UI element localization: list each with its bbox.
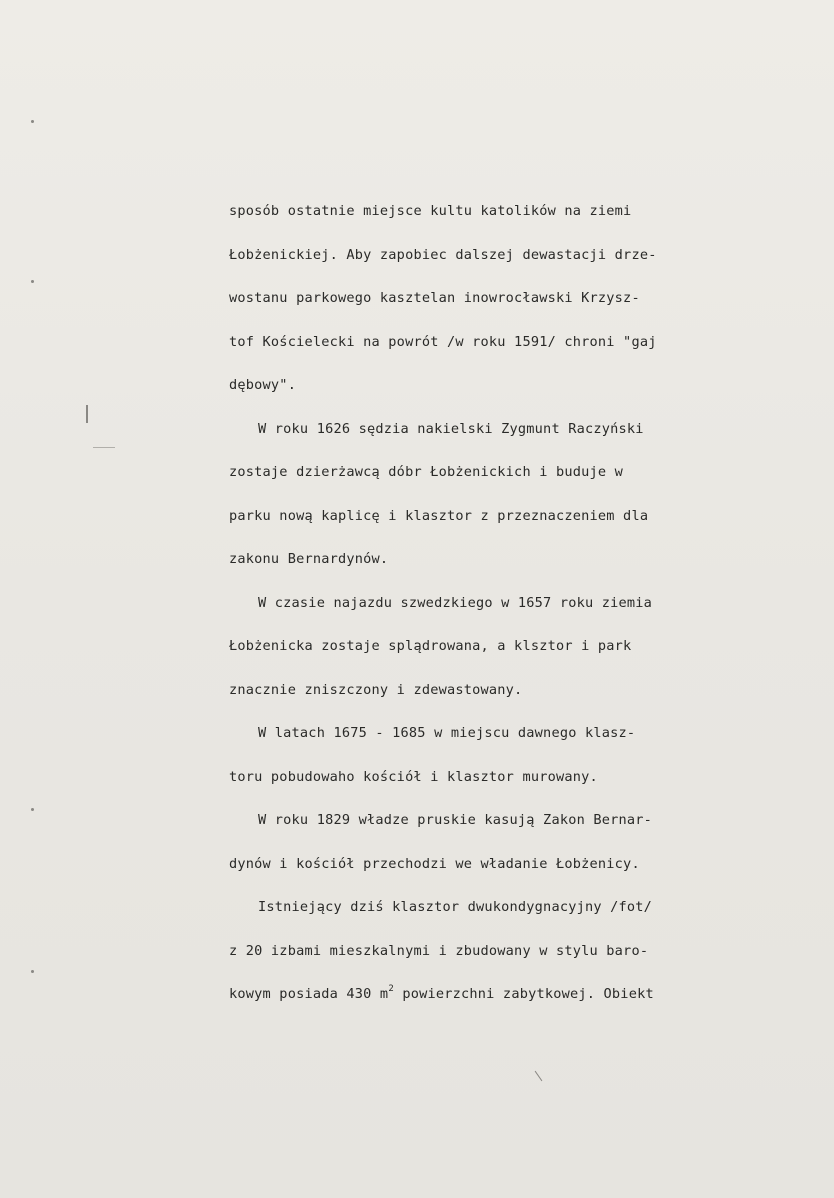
scan-speck — [93, 447, 115, 448]
text-line: Łobżenicka zostaje splądrowana, a klsztor i park — [229, 638, 632, 654]
text-line: toru pobudowaho kościół i klasztor murowany. — [229, 768, 598, 785]
typed-text-block — [229, 190, 749, 1017]
scan-speck — [31, 280, 34, 283]
text-line: dynów i kościół przechodzi we władanie Łobżenicy. — [229, 855, 640, 872]
scan-speck — [31, 120, 34, 123]
text-line: W latach 1675 - 1685 w miejscu dawnego klasz- — [258, 725, 636, 741]
text-line: sposób ostatnie miejsce kultu katolików na ziemi — [229, 203, 632, 219]
text-line: wostanu parkowego kasztelan inowrocławski Krzysz- — [229, 290, 640, 306]
text-line: parku nową kaplicę i klasztor z przeznaczeniem dla — [229, 507, 649, 524]
text-line: W roku 1626 sędzia nakielski Zygmunt Raczyński — [258, 420, 644, 437]
text-line: z 20 izbami mieszkalnymi i zbudowany w stylu baro- — [229, 942, 649, 959]
text-line: W czasie najazdu szwedzkiego w 1657 roku ziemia — [258, 594, 653, 611]
text-line-last — [229, 973, 749, 1017]
text-line: znacznie zniszczony i zdewastowany. — [229, 681, 523, 698]
scan-speck — [86, 405, 88, 423]
text-line: W roku 1829 władze pruskie kasują Zakon Bernar- — [258, 812, 653, 828]
text-line: Łobżenickiej. Aby zapobiec dalszej dewastacji drze- — [229, 246, 657, 263]
scan-speck — [31, 808, 34, 811]
scan-speck — [535, 1071, 543, 1081]
text-line: Istniejący dziś klasztor dwukondygnacyjny /fot/ — [258, 899, 653, 915]
text-segment: kowym posiada 430 m — [229, 986, 389, 1002]
text-line: tof Kościelecki na powrót /w roku 1591/ chroni "gaj — [229, 333, 657, 350]
text-line: dębowy". — [229, 377, 297, 393]
scan-speck — [31, 970, 34, 973]
text-segment: powierzchni zabytkowej. Obiekt — [393, 986, 654, 1002]
text-line: zakonu Bernardynów. — [229, 551, 389, 567]
text-line: zostaje dzierżawcą dóbr Łobżenickich i buduje w — [229, 464, 624, 480]
superscript: 2 — [388, 984, 394, 994]
